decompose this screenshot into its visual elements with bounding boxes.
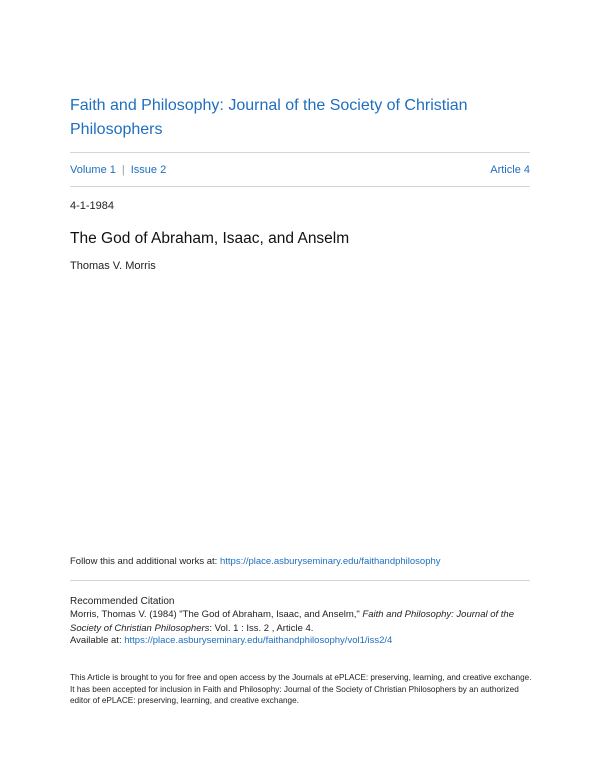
publication-date: 4-1-1984 (70, 200, 115, 212)
article-title: The God of Abraham, Isaac, and Anselm (70, 230, 350, 247)
citation-text (70, 608, 535, 636)
journal-title-link[interactable]: Faith and Philosophy: Journal of the Society of Christian Philosophers (70, 97, 468, 138)
available-url-link[interactable]: https://place.asburyseminary.edu/faithandphilosophy/vol1/iss2/4 (124, 635, 393, 646)
follow-url-link[interactable]: https://place.asburyseminary.edu/faithandphilosophy (219, 556, 441, 567)
follow-line (70, 555, 441, 569)
citation-journal: Faith and Philosophy: Journal of the Society of Christian Philosophers (70, 609, 514, 634)
citation-after: : Vol. 1 : Iss. 2 , Article 4. (209, 623, 314, 634)
available-label: Available at: (70, 635, 125, 646)
issue-separator: | (121, 164, 125, 176)
author-name: Thomas V. Morris (70, 260, 156, 272)
divider-citation (70, 580, 530, 581)
follow-prefix: Follow this and additional works at: (70, 556, 220, 567)
volume-link[interactable]: Volume 1 (70, 164, 116, 176)
recommended-citation-heading: Recommended Citation (70, 596, 175, 607)
available-at-line (70, 634, 392, 648)
issue-link[interactable]: Issue 2 (130, 164, 167, 176)
citation-before: Morris, Thomas V. (1984) "The God of Abraham, Isaac, and Anselm," (70, 609, 363, 620)
article-number-link[interactable]: Article 4 (490, 164, 530, 176)
issue-info-row (70, 162, 530, 178)
divider-top (70, 152, 530, 153)
divider-issue (70, 186, 530, 187)
access-notice: This Article is brought to you for free and open access by the Journals at ePLACE: preserving, learning, and creative exchange. It has been accepted for inclusion in Faith and Philosophy: Journal of the Society of Christian Philosophers by an authorized editor of ePLACE: preserving, learning, and creative exchange. (70, 673, 532, 705)
